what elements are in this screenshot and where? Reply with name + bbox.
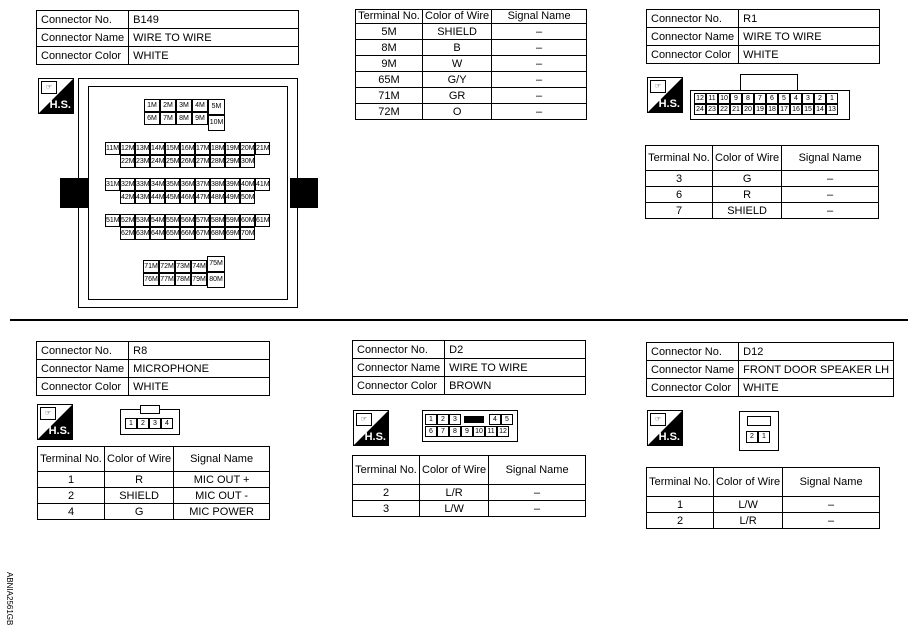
table-row [353, 501, 586, 517]
connector-pin: 23 [706, 104, 718, 115]
connector-pin: 10M [208, 115, 225, 131]
connector-pin: 6 [766, 93, 778, 104]
section-divider [10, 319, 908, 321]
r8-terminal-table [37, 446, 270, 520]
connector-pin: 8M [176, 112, 192, 125]
connector-pin: 60M [240, 214, 255, 227]
table-row [647, 497, 880, 513]
wire-color-cell: R [713, 187, 782, 203]
connector-pin: 33M [135, 178, 150, 191]
connector-pin: 13M [135, 142, 150, 155]
connector-pin: 31M [105, 178, 120, 191]
connector-pin: 67M [195, 227, 210, 240]
terminal-no-cell: 65M [356, 72, 423, 88]
d2-connector-name: WIRE TO WIRE [445, 359, 586, 377]
hs-label: H.S. [658, 431, 680, 443]
label-connector-no: Connector No. [647, 343, 739, 361]
signal-name-cell: – [492, 72, 587, 88]
header-signal-name: Signal Name [489, 456, 586, 485]
connector-pin: 45M [165, 191, 180, 204]
connector-pin: 65M [165, 227, 180, 240]
connector-pin: 49M [225, 191, 240, 204]
connector-pin: 72M [159, 260, 175, 273]
header-signal-name: Signal Name [782, 146, 879, 171]
table-row [356, 40, 587, 56]
connector-pin: 2 [437, 414, 449, 425]
connector-pin: 56M [180, 214, 195, 227]
connector-pin: 1M [144, 99, 160, 112]
connector-pin: 20 [742, 104, 754, 115]
signal-name-cell: – [782, 171, 879, 187]
connector-pin: 8 [449, 426, 461, 437]
connector-pin: 3 [802, 93, 814, 104]
label-connector-no: Connector No. [647, 10, 739, 28]
connector-pin: 5 [778, 93, 790, 104]
label-connector-color: Connector Color [647, 46, 739, 64]
d12-lock [747, 416, 771, 426]
hs-icon [647, 77, 683, 113]
table-row [646, 171, 879, 187]
hs-label: H.S. [48, 425, 70, 437]
connector-pin: 6 [425, 426, 437, 437]
connector-pin: 30M [240, 155, 255, 168]
header-terminal-no: Terminal No. [38, 447, 105, 472]
connector-pin: 10 [718, 93, 730, 104]
connector-pin: 79M [191, 273, 207, 286]
wire-color-cell: SHIELD [105, 488, 174, 504]
connector-pin: 80M [207, 272, 225, 288]
connector-pin: 24M [150, 155, 165, 168]
connector-pin: 17 [778, 104, 790, 115]
table-row [353, 485, 586, 501]
connector-pin: 2 [746, 431, 758, 443]
r8-connector-name: MICROPHONE [129, 360, 270, 378]
connector-pin: 21M [255, 142, 270, 155]
r8-info-table [36, 341, 270, 396]
signal-name-cell: – [492, 24, 587, 40]
connector-pin: 12 [694, 93, 706, 104]
connector-pin: 52M [120, 214, 135, 227]
header-color-of-wire: Color of Wire [713, 146, 782, 171]
r1-connector-color: WHITE [739, 46, 880, 64]
connector-pin: 2M [160, 99, 176, 112]
connector-pin: 54M [150, 214, 165, 227]
label-connector-name: Connector Name [37, 29, 129, 47]
connector-pin: 14M [150, 142, 165, 155]
connector-pin: 61M [255, 214, 270, 227]
r1-info-table [646, 9, 880, 64]
label-connector-name: Connector Name [353, 359, 445, 377]
hs-icon [353, 410, 389, 446]
connector-pin: 32M [120, 178, 135, 191]
table-row [356, 56, 587, 72]
signal-name-cell: – [489, 485, 586, 501]
connector-pin: 46M [180, 191, 195, 204]
connector-pin: 5M [208, 99, 225, 115]
connector-pin: 55M [165, 214, 180, 227]
b149-latch-right [290, 178, 318, 208]
header-color-of-wire: Color of Wire [423, 10, 492, 24]
hs-label: H.S. [658, 98, 680, 110]
connector-pin: 11 [706, 93, 718, 104]
signal-name-cell: – [782, 187, 879, 203]
connector-pin: 43M [135, 191, 150, 204]
connector-pin: 3 [149, 418, 161, 429]
connector-pin: 1 [758, 431, 770, 443]
diagram-code: ABNIA2561GB [5, 572, 14, 626]
connector-pin: 9 [461, 426, 473, 437]
b149-connector-name: WIRE TO WIRE [129, 29, 299, 47]
hs-label: H.S. [49, 99, 71, 111]
connector-pin: 22M [120, 155, 135, 168]
hand-icon: ☞ [41, 81, 57, 94]
d12-connector-name: FRONT DOOR SPEAKER LH [739, 361, 894, 379]
d12-info-table [646, 342, 894, 397]
terminal-no-cell: 5M [356, 24, 423, 40]
header-color-of-wire: Color of Wire [420, 456, 489, 485]
terminal-no-cell: 8M [356, 40, 423, 56]
connector-pin: 1 [125, 418, 137, 429]
r8-lock [140, 405, 160, 414]
header-terminal-no: Terminal No. [647, 468, 714, 497]
d12-connector-color: WHITE [739, 379, 894, 397]
label-connector-color: Connector Color [647, 379, 739, 397]
connector-pin: 44M [150, 191, 165, 204]
wire-color-cell: L/W [420, 501, 489, 517]
connector-pin: 13 [826, 104, 838, 115]
connector-pin: 16M [180, 142, 195, 155]
connector-pin: 19 [754, 104, 766, 115]
r1-connector-name: WIRE TO WIRE [739, 28, 880, 46]
connector-pin: 11M [105, 142, 120, 155]
connector-pin: 68M [210, 227, 225, 240]
d2-terminal-table [352, 455, 586, 517]
d12-terminal-table [646, 467, 880, 529]
connector-pin: 12M [120, 142, 135, 155]
connector-pin: 25M [165, 155, 180, 168]
table-row [356, 72, 587, 88]
table-row [356, 88, 587, 104]
connector-pin: 66M [180, 227, 195, 240]
header-terminal-no: Terminal No. [356, 10, 423, 24]
connector-pin: 58M [210, 214, 225, 227]
hs-icon [647, 410, 683, 446]
wire-color-cell: SHIELD [423, 24, 492, 40]
connector-pin: 77M [159, 273, 175, 286]
signal-name-cell: – [489, 501, 586, 517]
connector-pin: 36M [180, 178, 195, 191]
table-row [38, 488, 270, 504]
r1-terminal-table [645, 145, 879, 219]
label-connector-no: Connector No. [37, 342, 129, 360]
signal-name-cell: – [783, 497, 880, 513]
header-signal-name: Signal Name [783, 468, 880, 497]
connector-pin: 42M [120, 191, 135, 204]
connector-pin: 73M [175, 260, 191, 273]
connector-pin: 8 [742, 93, 754, 104]
connector-pin: 76M [143, 273, 159, 286]
connector-pin: 22 [718, 104, 730, 115]
wire-color-cell: G/Y [423, 72, 492, 88]
connector-pin: 75M [207, 256, 225, 272]
connector-pin: 50M [240, 191, 255, 204]
connector-pin: 5 [501, 414, 513, 425]
connector-pin: 62M [120, 227, 135, 240]
terminal-no-cell: 2 [38, 488, 105, 504]
connector-pin: 26M [180, 155, 195, 168]
connector-pin: 3 [449, 414, 461, 425]
connector-pin: 17M [195, 142, 210, 155]
b149-terminal-table [355, 9, 587, 120]
connector-pin: 1 [826, 93, 838, 104]
connector-pin: 51M [105, 214, 120, 227]
connector-pin: 74M [191, 260, 207, 273]
connector-pin: 38M [210, 178, 225, 191]
table-row [646, 203, 879, 219]
terminal-no-cell: 2 [353, 485, 420, 501]
r8-connector-no: R8 [129, 342, 270, 360]
connector-pin: 57M [195, 214, 210, 227]
wire-color-cell: B [423, 40, 492, 56]
connector-pin: 18 [766, 104, 778, 115]
connector-pin: 63M [135, 227, 150, 240]
connector-pin: 6M [144, 112, 160, 125]
connector-pin: 40M [240, 178, 255, 191]
connector-pin: 78M [175, 273, 191, 286]
connector-pin: 47M [195, 191, 210, 204]
r8-connector-color: WHITE [129, 378, 270, 396]
connector-pin: 4 [489, 414, 501, 425]
hand-icon: ☞ [650, 80, 666, 93]
connector-pin: 2 [814, 93, 826, 104]
connector-pin: 41M [255, 178, 270, 191]
header-signal-name: Signal Name [492, 10, 587, 24]
connector-pin: 7 [437, 426, 449, 437]
connector-pin: 53M [135, 214, 150, 227]
header-color-of-wire: Color of Wire [714, 468, 783, 497]
connector-pin: 1 [425, 414, 437, 425]
connector-pin: 15M [165, 142, 180, 155]
connector-pin: 3M [176, 99, 192, 112]
hand-icon: ☞ [650, 413, 666, 426]
table-row [356, 24, 587, 40]
terminal-no-cell: 4 [38, 504, 105, 520]
connector-pin: 69M [225, 227, 240, 240]
label-connector-no: Connector No. [37, 11, 129, 29]
table-row [646, 187, 879, 203]
label-connector-name: Connector Name [647, 28, 739, 46]
d2-connector-color: BROWN [445, 377, 586, 395]
connector-pin: 10 [473, 426, 485, 437]
wire-color-cell: G [105, 504, 174, 520]
terminal-no-cell: 1 [647, 497, 714, 513]
connector-pin: 29M [225, 155, 240, 168]
connector-pin: 14 [814, 104, 826, 115]
connector-pin: 21 [730, 104, 742, 115]
table-row [38, 472, 270, 488]
connector-pin: 4 [161, 418, 173, 429]
connector-pin: 7 [754, 93, 766, 104]
terminal-no-cell: 7 [646, 203, 713, 219]
connector-pin: 18M [210, 142, 225, 155]
connector-pin: 28M [210, 155, 225, 168]
wire-color-cell: G [713, 171, 782, 187]
connector-pin: 70M [240, 227, 255, 240]
wire-color-cell: GR [423, 88, 492, 104]
signal-name-cell: – [492, 104, 587, 120]
wire-color-cell: SHIELD [713, 203, 782, 219]
connector-pin: 9 [730, 93, 742, 104]
connector-pin: 2 [137, 418, 149, 429]
wire-color-cell: R [105, 472, 174, 488]
wire-color-cell: W [423, 56, 492, 72]
signal-name-cell: – [492, 88, 587, 104]
connector-pin: 39M [225, 178, 240, 191]
header-signal-name: Signal Name [174, 447, 270, 472]
connector-pin: 19M [225, 142, 240, 155]
r1-lock [740, 74, 798, 91]
signal-name-cell: – [492, 56, 587, 72]
label-connector-color: Connector Color [37, 47, 129, 65]
connector-pin: 35M [165, 178, 180, 191]
table-row [38, 504, 270, 520]
label-connector-no: Connector No. [353, 341, 445, 359]
table-row [647, 513, 880, 529]
b149-info-table [36, 10, 299, 65]
d2-key-block [464, 416, 484, 423]
wire-color-cell: L/R [714, 513, 783, 529]
connector-pin: 7M [160, 112, 176, 125]
hs-label: H.S. [364, 431, 386, 443]
connector-pin: 23M [135, 155, 150, 168]
hand-icon: ☞ [356, 413, 372, 426]
terminal-no-cell: 2 [647, 513, 714, 529]
connector-pin: 48M [210, 191, 225, 204]
wire-color-cell: L/R [420, 485, 489, 501]
signal-name-cell: MIC OUT - [174, 488, 270, 504]
terminal-no-cell: 3 [646, 171, 713, 187]
terminal-no-cell: 6 [646, 187, 713, 203]
connector-pin: 64M [150, 227, 165, 240]
d2-connector-no: D2 [445, 341, 586, 359]
wire-color-cell: O [423, 104, 492, 120]
connector-pin: 27M [195, 155, 210, 168]
d2-info-table [352, 340, 586, 395]
hs-icon [37, 404, 73, 440]
connector-pin: 20M [240, 142, 255, 155]
connector-pin: 59M [225, 214, 240, 227]
connector-pin: 12 [497, 426, 509, 437]
label-connector-color: Connector Color [37, 378, 129, 396]
header-color-of-wire: Color of Wire [105, 447, 174, 472]
connector-pin: 34M [150, 178, 165, 191]
signal-name-cell: MIC OUT + [174, 472, 270, 488]
connector-pin: 16 [790, 104, 802, 115]
label-connector-name: Connector Name [37, 360, 129, 378]
connector-pin: 71M [143, 260, 159, 273]
b149-latch-left [60, 178, 88, 208]
terminal-no-cell: 71M [356, 88, 423, 104]
table-row [356, 104, 587, 120]
hand-icon: ☞ [40, 407, 56, 420]
terminal-no-cell: 9M [356, 56, 423, 72]
connector-pin: 37M [195, 178, 210, 191]
signal-name-cell: – [782, 203, 879, 219]
header-terminal-no: Terminal No. [646, 146, 713, 171]
label-connector-name: Connector Name [647, 361, 739, 379]
header-terminal-no: Terminal No. [353, 456, 420, 485]
connector-pin: 4 [790, 93, 802, 104]
connector-pin: 15 [802, 104, 814, 115]
terminal-no-cell: 3 [353, 501, 420, 517]
connector-pin: 4M [192, 99, 208, 112]
connector-pin: 9M [192, 112, 208, 125]
wire-color-cell: L/W [714, 497, 783, 513]
r1-connector-no: R1 [739, 10, 880, 28]
signal-name-cell: – [783, 513, 880, 529]
label-connector-color: Connector Color [353, 377, 445, 395]
b149-connector-no: B149 [129, 11, 299, 29]
connector-pin: 11 [485, 426, 497, 437]
signal-name-cell: MIC POWER [174, 504, 270, 520]
d12-connector-no: D12 [739, 343, 894, 361]
signal-name-cell: – [492, 40, 587, 56]
b149-connector-color: WHITE [129, 47, 299, 65]
terminal-no-cell: 1 [38, 472, 105, 488]
terminal-no-cell: 72M [356, 104, 423, 120]
hs-icon [38, 78, 74, 114]
connector-pin: 24 [694, 104, 706, 115]
